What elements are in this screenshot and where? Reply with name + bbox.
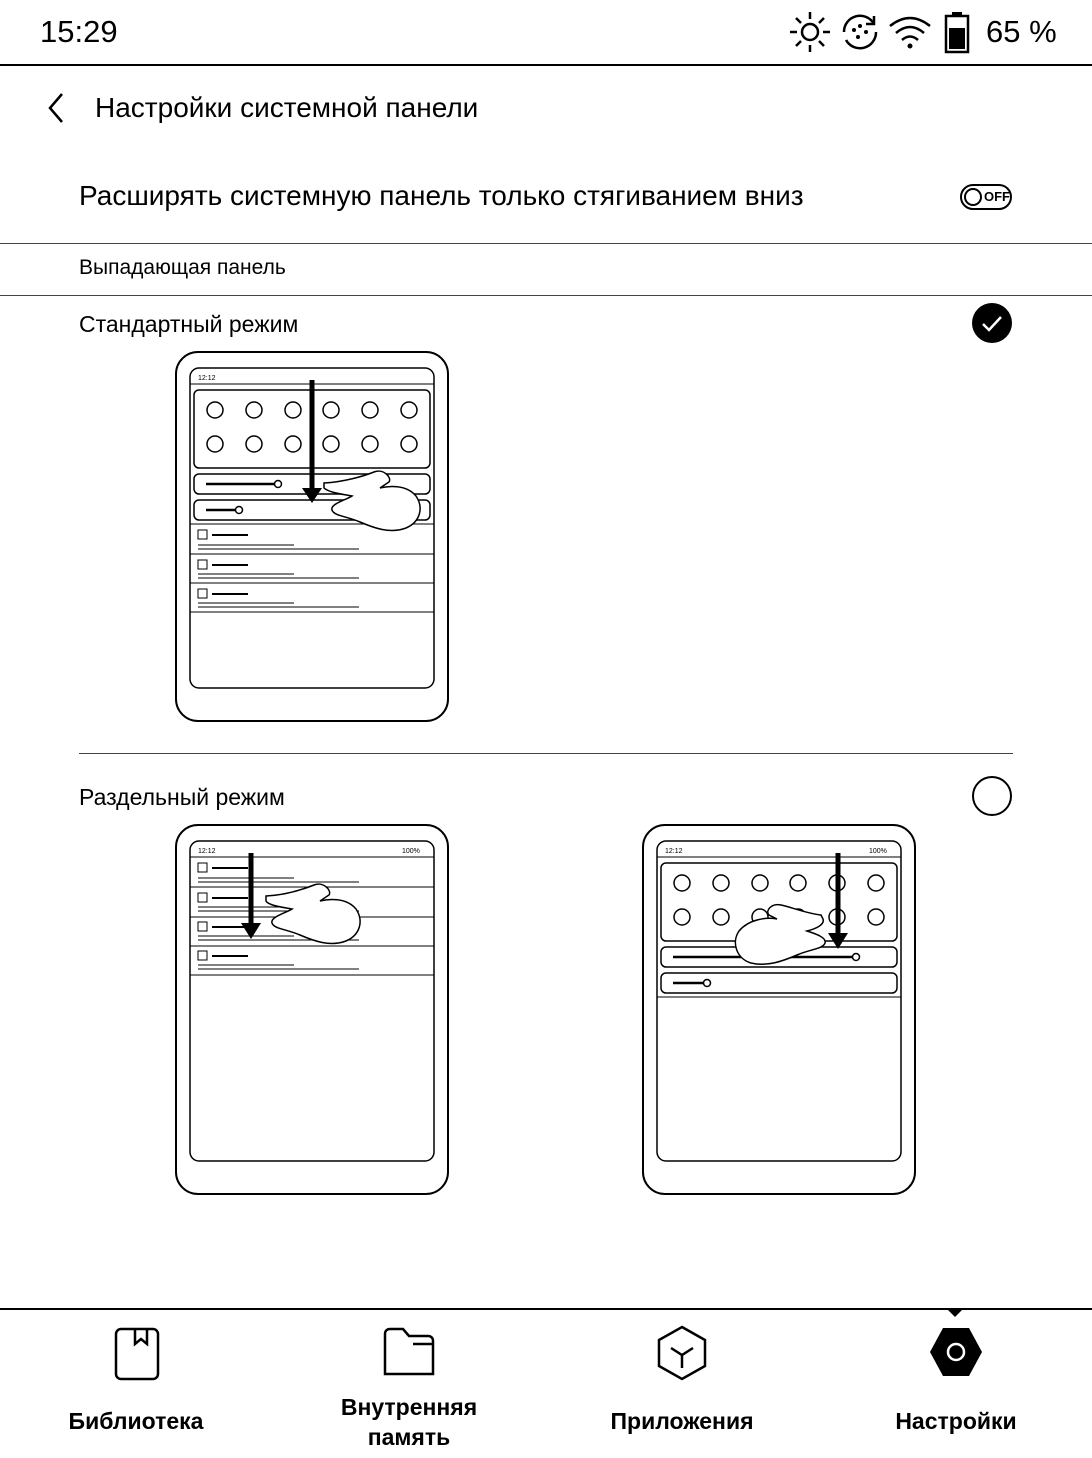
toggle-state-text: OFF — [984, 189, 1010, 204]
section-header: Выпадающая панель — [79, 256, 286, 279]
mini-battery-text: 100% — [869, 848, 887, 855]
bottom-navigation — [0, 1308, 1092, 1458]
expand-by-pull-toggle[interactable] — [960, 184, 1012, 210]
battery-icon — [942, 8, 972, 56]
wifi-icon[interactable] — [886, 8, 934, 56]
nav-label-library: Библиотека — [68, 1408, 204, 1434]
standard-mode-radio[interactable] — [972, 303, 1012, 343]
divider — [0, 243, 1092, 244]
folder-icon — [381, 1324, 437, 1380]
mini-clock: 12:12 — [665, 848, 683, 855]
nav-item-settings[interactable] — [856, 1310, 1056, 1458]
separate-mode-notifications-illustration[interactable] — [174, 823, 450, 1196]
active-indicator-icon — [946, 1308, 964, 1318]
divider — [79, 753, 1013, 754]
divider — [0, 295, 1092, 296]
nav-item-library[interactable] — [40, 1310, 232, 1458]
battery-percent: 65 % — [986, 14, 1057, 49]
nav-label-storage: Внутренняя память — [340, 1394, 478, 1450]
separate-mode-quick-settings-illustration[interactable] — [641, 823, 917, 1196]
apps-cube-icon — [655, 1324, 709, 1382]
mini-battery-text: 100% — [402, 848, 420, 855]
mini-clock: 12:12 — [198, 848, 216, 855]
nav-item-apps[interactable] — [582, 1310, 782, 1458]
standard-mode-illustration[interactable] — [174, 350, 450, 723]
status-bar — [0, 0, 1092, 66]
page-title: Настройки системной панели — [95, 92, 479, 123]
library-icon — [113, 1326, 161, 1382]
nav-label-settings: Настройки — [895, 1408, 1017, 1434]
separate-mode-radio[interactable] — [972, 776, 1012, 816]
standard-mode-label: Стандартный режим — [79, 311, 299, 337]
checkmark-icon — [972, 303, 1012, 343]
toggle-knob — [964, 188, 982, 206]
settings-hexagon-icon — [928, 1324, 984, 1380]
nav-item-storage[interactable] — [312, 1310, 506, 1458]
frontlight-icon[interactable] — [786, 8, 834, 56]
nav-label-apps: Приложения — [610, 1408, 754, 1434]
chevron-left-icon[interactable] — [42, 90, 72, 126]
separate-mode-label: Раздельный режим — [79, 784, 285, 810]
clock: 15:29 — [40, 14, 118, 49]
refresh-mode-icon[interactable] — [836, 8, 884, 56]
mini-clock: 12:12 — [198, 375, 216, 382]
expand-by-pull-label: Расширять системную панель только стягиванием вниз — [79, 180, 804, 211]
